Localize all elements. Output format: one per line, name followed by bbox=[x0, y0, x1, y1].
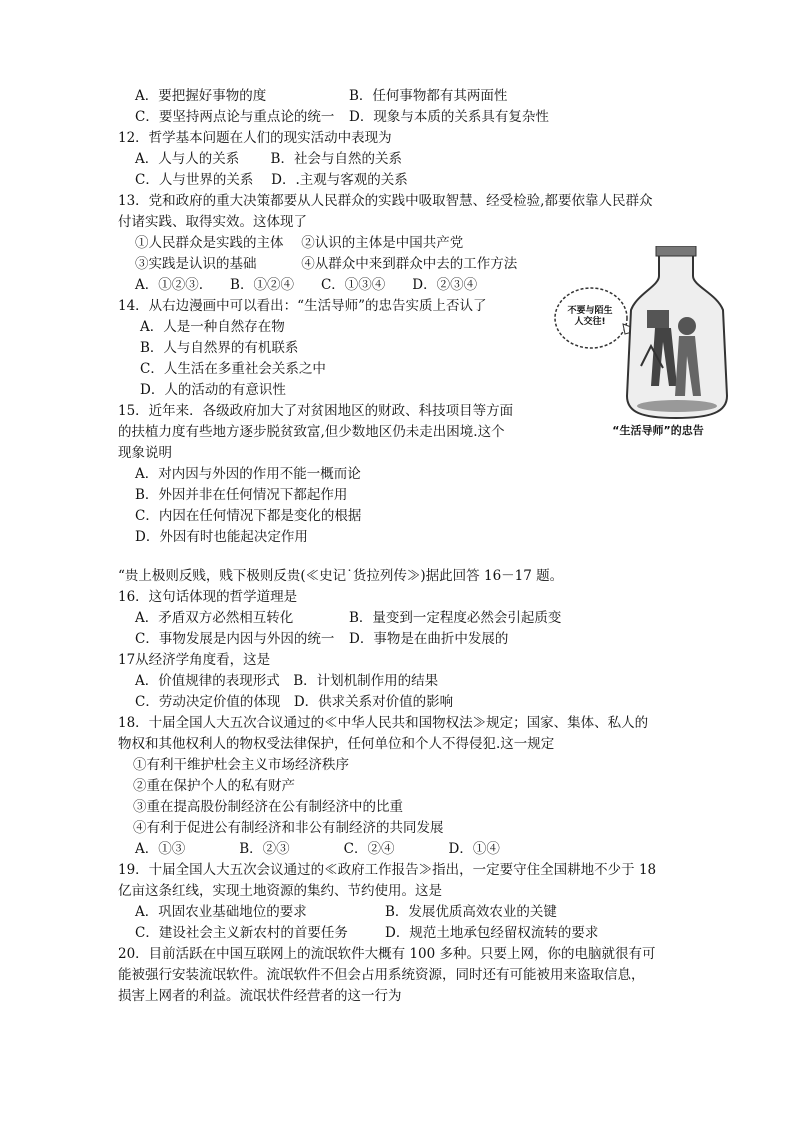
text-line-q13-ans: A．①②③. B．①②④ C．①③④ D．②③④ bbox=[135, 277, 478, 293]
cartoon-figure bbox=[551, 246, 765, 446]
text-line-q18-o1: ①有利干维护杜会主义市场经济秩序 bbox=[133, 757, 349, 773]
text-line-q11-b: B．任何事物都有其两面性 bbox=[349, 88, 508, 104]
text-line-q18-o4: ④有利于促进公有制经济和非公有制经济的共同发展 bbox=[133, 820, 444, 836]
text-line-q14-c: C．人生活在多重社会关系之中 bbox=[140, 361, 326, 377]
text-line-q19-1: 19．十届全国人大五次会议通过的≪政府工作报告≫指出，一定要守住全国耕地不少于 18 bbox=[118, 862, 657, 878]
text-line-q13-1: 13．党和政府的重大决策都要从人民群众的实践中吸取智慧、经受检验,都要依靠人民群众 bbox=[118, 193, 653, 209]
text-line-q16-d: D．事物是在曲折中发展的 bbox=[349, 631, 509, 647]
speech-bubble-text: 不要与陌生人交往! bbox=[567, 306, 613, 327]
text-line-q17: 17从经济学角度看，这是 bbox=[118, 652, 271, 668]
text-line-q18-1: 18．十届全国人大五次合议通过的≪中华人民共和国物权法≫规定；国家、集体、私人的 bbox=[118, 715, 649, 731]
text-line-q15-c: C．内因在任何情况下都是变化的根据 bbox=[135, 508, 362, 524]
cartoon-caption: “生活导师”的忠告 bbox=[612, 424, 704, 437]
text-line-q19-a: A．巩固农业基础地位的要求 bbox=[135, 904, 307, 920]
text-line-q11-d: D．现象与本质的关系具有复杂性 bbox=[349, 109, 549, 125]
text-line-q14-b: B．人与自然界的有机联系 bbox=[140, 340, 299, 356]
text-line-q12-ab: A．人与人的关系 B．社会与自然的关系 bbox=[135, 151, 402, 167]
text-line-q18-ans: A．①③ B．②③ C．②④ D．①④ bbox=[135, 841, 500, 857]
text-line-q20-1: 20．目前活跃在中国互联网上的流氓软件大概有 100 多种。只要上网，你的电脑就很有可 bbox=[118, 946, 656, 962]
text-line-q11-a: A．要把握好事物的度 bbox=[135, 88, 267, 104]
text-line-q20-2: 能被强行安装流氓软件。流氓软件不但会占用系统资源，同时还有可能被用来盗取信息， bbox=[118, 967, 645, 983]
text-line-q12-cd: C．人与世界的关系 D．.主观与客观的关系 bbox=[135, 172, 408, 188]
text-line-q15-a: A．对内因与外因的作用不能一概而论 bbox=[135, 466, 361, 482]
bottle-cartoon-drawing bbox=[551, 246, 765, 426]
text-line-q18-o2: ②重在保护个人的私有财产 bbox=[133, 778, 295, 794]
text-line-q15-b: B．外因并非在任何情况下都起作用 bbox=[135, 487, 348, 503]
text-line-q19-b: B．发展优质高效农业的关键 bbox=[385, 904, 557, 920]
text-line-q19-d: D．规范土地承包经留权流转的要求 bbox=[385, 925, 599, 941]
text-line-q14: 14．从右边漫画中可以看出：“生活导师”的忠告实质上否认了 bbox=[118, 298, 487, 314]
text-line-q16-b: B．量变到一定程度必然会引起质变 bbox=[349, 610, 562, 626]
text-line-q13-o12: ①人民群众是实践的主体 ②认识的主体是中国共产党 bbox=[135, 235, 464, 251]
text-line-q12: 12．哲学基本问题在人们的现实活动中表现为 bbox=[118, 130, 392, 146]
text-line-q15-3: 现象说明 bbox=[118, 445, 172, 461]
text-line-q15-1: 15．近年来．各级政府加大了对贫困地区的财政、科技项目等方面 bbox=[118, 403, 514, 419]
text-line-q15-d: D．外因有时也能起决定作用 bbox=[135, 529, 308, 545]
text-line-q16: 16．这句话体现的哲学道理是 bbox=[118, 589, 298, 605]
text-line-q11-c: C．要坚持两点论与重点论的统一 bbox=[135, 109, 335, 125]
text-line-q16-c: C．事物发展是内因与外因的统一 bbox=[135, 631, 335, 647]
text-line-q14-d: D．人的活动的有意识性 bbox=[140, 382, 286, 398]
text-line-q17-ab: A．价值规律的表现形式 B．计划机制作用的结果 bbox=[135, 673, 439, 689]
text-line-intro-16: “贵上极则反贱，贱下极则反贵(≪史记˙货拉列传≫)据此回答 16－17 题。 bbox=[118, 568, 564, 584]
text-line-q13-2: 付诸实践、取得实效。这体现了 bbox=[118, 214, 307, 230]
text-line-q19-2: 亿亩这条红线，实现土地资源的集约、节约使用。这是 bbox=[118, 883, 442, 899]
text-line-q13-o34: ③实践是认识的基础 ④从群众中来到群众中去的工作方法 bbox=[135, 256, 518, 272]
text-line-q14-a: A．人是一种自然存在物 bbox=[140, 319, 285, 335]
text-line-q17-cd: C．劳动决定价值的体现 D．供求关系对价值的影响 bbox=[135, 694, 454, 710]
text-line-q16-a: A．矛盾双方必然相互转化 bbox=[135, 610, 294, 626]
text-line-q19-c: C．建设社会主义新农村的首要任务 bbox=[135, 925, 348, 941]
text-line-q15-2: 的扶植力度有些地方逐步脱贫致富,但少数地区仍未走出困境.这个 bbox=[118, 424, 505, 440]
text-line-q20-3: 损害上网者的利益。流氓状件经营者的这一行为 bbox=[118, 988, 402, 1004]
text-line-q18-2: 物权和其他权利人的物权受法律保护，任何单位和个人不得侵犯.这一规定 bbox=[118, 736, 555, 752]
text-line-q18-o3: ③重在提高股份制经济在公有制经济中的比重 bbox=[133, 799, 403, 815]
